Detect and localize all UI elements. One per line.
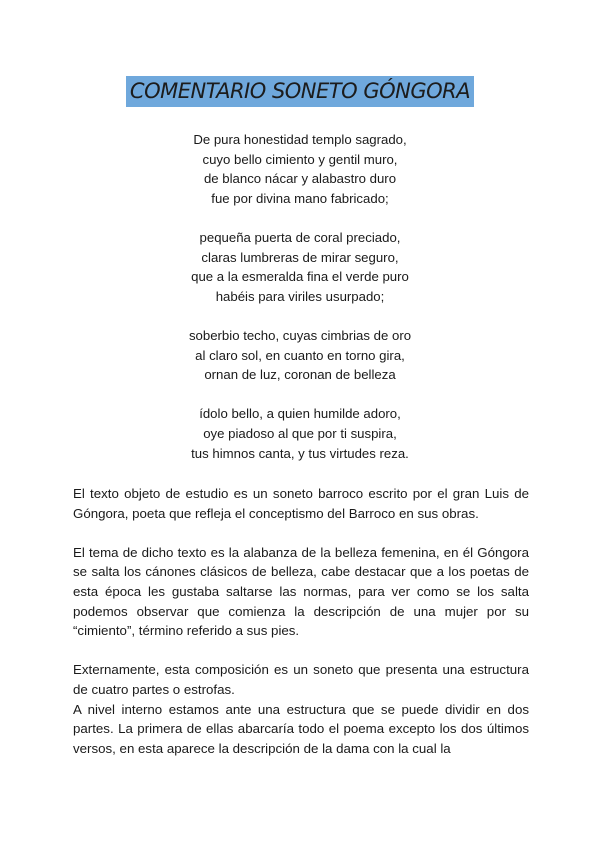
paragraph-theme: El tema de dicho texto es la alabanza de la belleza femenina, en él Góngora se salta los cánones clásicos de belleza, cabe destacar que a los poetas de esta época les gustaba saltarse las normas, para ver como se los salta podemos observar que comienza la descripción de una mujer por su “cimiento”, término referido a sus pies. bbox=[73, 544, 529, 639]
poem-line: pequeña puerta de coral preciado, bbox=[199, 229, 401, 245]
poem-line: claras lumbreras de mirar seguro, bbox=[201, 249, 399, 265]
poem-line: ídolo bello, a quien humilde adoro, bbox=[199, 406, 401, 422]
title-container bbox=[0, 76, 600, 107]
poem-line: ornan de luz, coronan de belleza bbox=[204, 367, 396, 383]
poem-line: de blanco nácar y alabastro duro bbox=[203, 171, 397, 187]
poem-stanza-2 bbox=[0, 228, 600, 306]
document-title: COMENTARIO SONETO GÓNGORA bbox=[126, 76, 474, 107]
poem-line: al claro sol, en cuanto en torno gira, bbox=[195, 347, 405, 363]
poem-line: soberbio techo, cuyas cimbrias de oro bbox=[188, 327, 412, 343]
poem bbox=[0, 130, 600, 463]
poem-line: oye piadoso al que por ti suspira, bbox=[203, 425, 397, 441]
poem-stanza-4 bbox=[0, 404, 600, 463]
poem-stanza-3 bbox=[0, 326, 600, 385]
poem-line: habéis para viriles usurpado; bbox=[215, 288, 385, 304]
poem-line: que a la esmeralda fina el verde puro bbox=[191, 269, 409, 285]
paragraph-external-structure: Externamente, esta composición es un soneto que presenta una estructura de cuatro partes o estrofas. bbox=[73, 662, 529, 697]
paragraph-internal-structure: A nivel interno estamos ante una estructura que se puede dividir en dos partes. La primera de ellas abarcaría todo el poema excepto los dos últimos versos, en esta aparece la descripción de la dama con la cual la bbox=[73, 701, 529, 756]
poem-stanza-1 bbox=[0, 130, 600, 208]
paragraph-intro: El texto objeto de estudio es un soneto barroco escrito por el gran Luis de Góngora, poeta que refleja el conceptismo del Barroco en sus obras. bbox=[73, 486, 529, 521]
poem-line: De pura honestidad templo sagrado, bbox=[193, 132, 407, 147]
poem-line: fue por divina mano fabricado; bbox=[211, 190, 389, 206]
commentary-body bbox=[73, 484, 529, 758]
poem-line: tus himnos canta, y tus virtudes reza. bbox=[191, 445, 409, 461]
poem-line: cuyo bello cimiento y gentil muro, bbox=[202, 151, 398, 167]
